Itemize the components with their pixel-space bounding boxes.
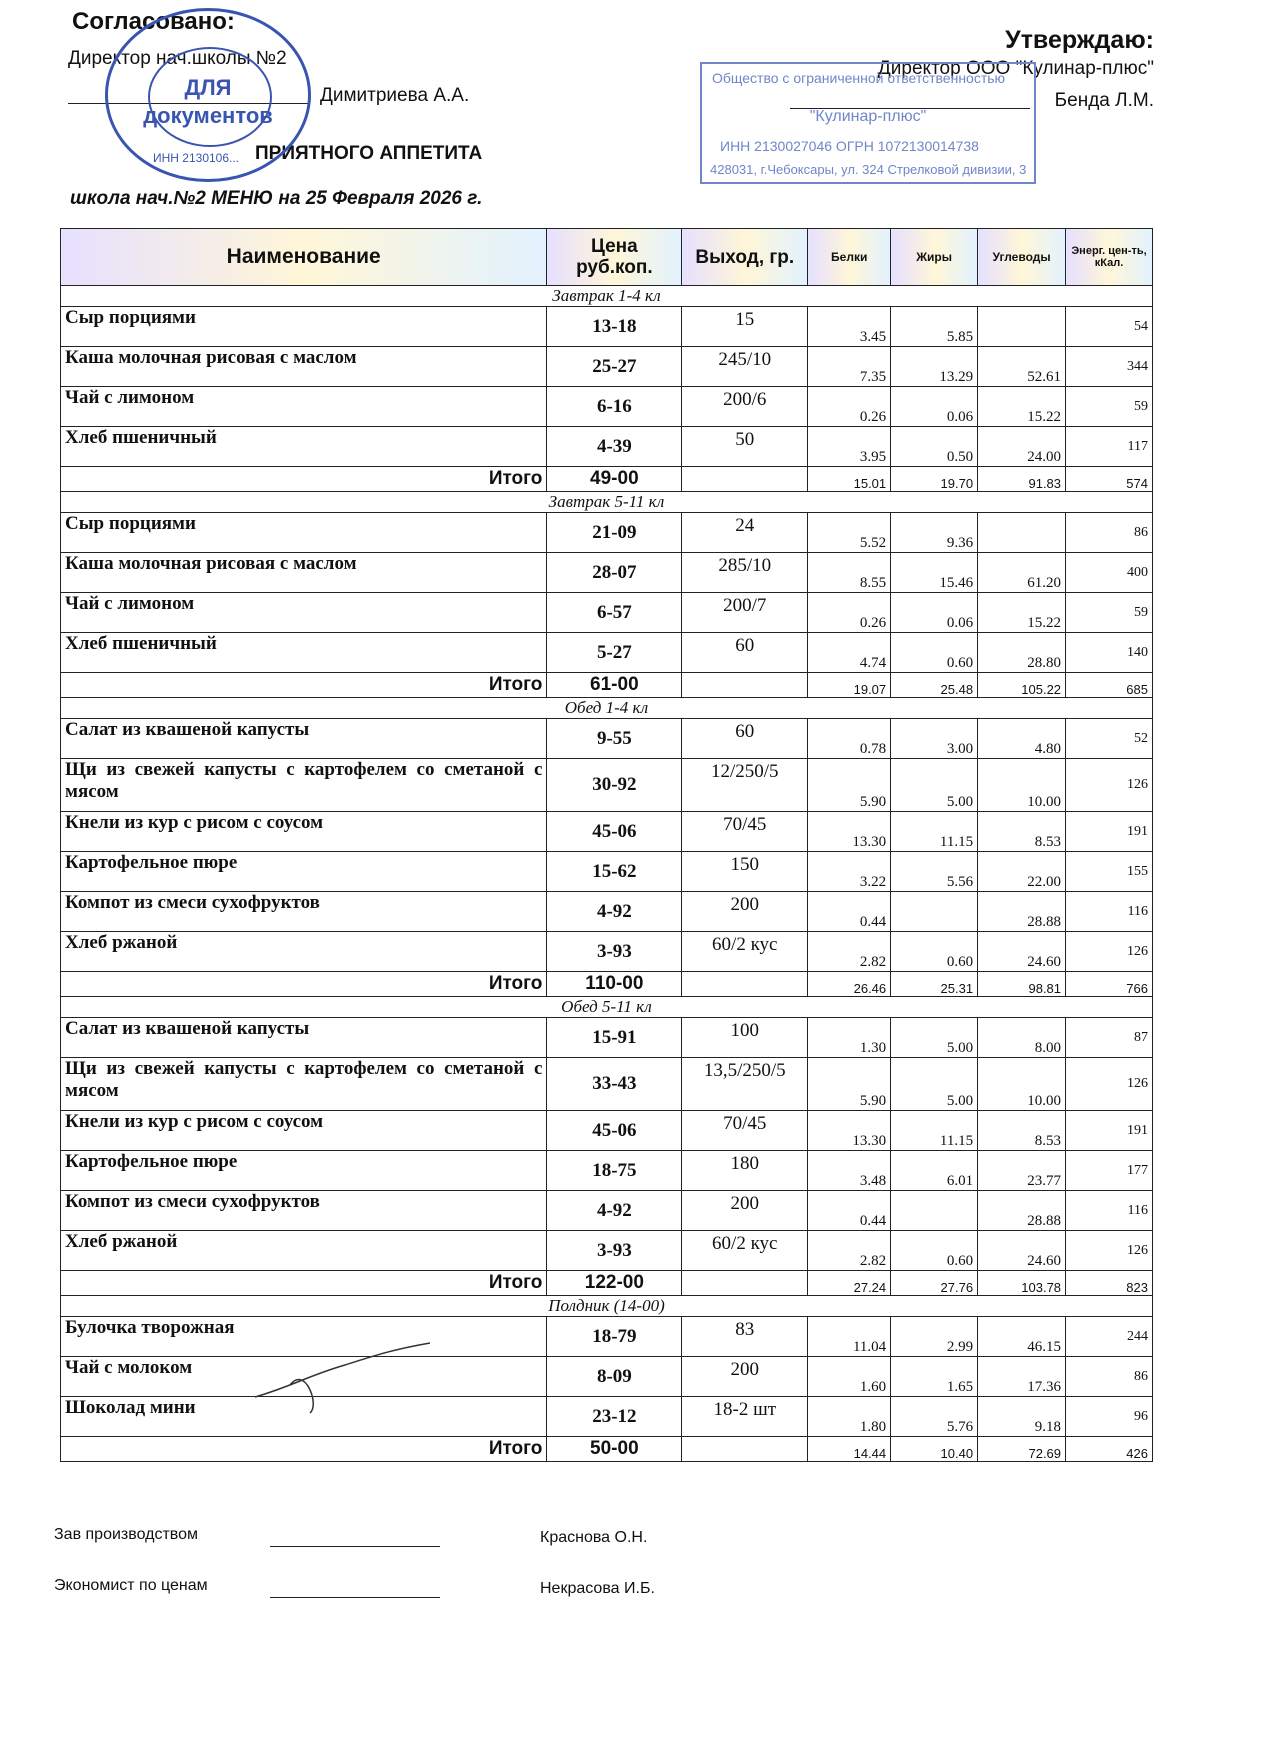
total-row — [61, 673, 1153, 698]
dish-fat: 0.06 — [891, 387, 978, 427]
dish-protein: 3.95 — [808, 427, 891, 467]
dish-name: Хлеб ржаной — [61, 1231, 547, 1271]
signature-mark — [250, 1335, 450, 1415]
total-row — [61, 1437, 1153, 1462]
dish-yield: 200 — [682, 892, 808, 932]
dish-name: Картофельное пюре — [61, 1151, 547, 1191]
stamp-text-bottom: документов — [143, 103, 273, 128]
dish-energy: 344 — [1066, 347, 1153, 387]
dish-price: 30-92 — [547, 759, 682, 812]
dish-energy: 126 — [1066, 1058, 1153, 1111]
dish-carbs: 17.36 — [978, 1357, 1066, 1397]
total-row — [61, 467, 1153, 492]
dish-yield: 60 — [682, 719, 808, 759]
total-label: Итого — [61, 1437, 547, 1462]
dish-yield: 180 — [682, 1151, 808, 1191]
dish-fat: 11.15 — [891, 812, 978, 852]
dish-name: Сыр порциями — [61, 513, 547, 553]
dish-energy: 116 — [1066, 892, 1153, 932]
dish-carbs — [978, 307, 1066, 347]
dish-fat: 5.76 — [891, 1397, 978, 1437]
total-label: Итого — [61, 1271, 547, 1296]
dish-fat: 15.46 — [891, 553, 978, 593]
total-energy: 685 — [1066, 673, 1153, 698]
table-row — [61, 307, 1153, 347]
dish-fat: 0.60 — [891, 932, 978, 972]
dish-yield: 83 — [682, 1317, 808, 1357]
approve-title: Утверждаю: — [1005, 26, 1154, 54]
total-yield-empty — [682, 1271, 808, 1296]
section-title: Полдник (14-00) — [61, 1296, 1153, 1317]
dish-name: Каша молочная рисовая с маслом — [61, 347, 547, 387]
section-header — [61, 698, 1153, 719]
dish-energy: 117 — [1066, 427, 1153, 467]
dish-yield: 60/2 кус — [682, 932, 808, 972]
dish-price: 6-16 — [547, 387, 682, 427]
total-fat: 10.40 — [891, 1437, 978, 1462]
col-yield: Выход, гр. — [682, 229, 808, 286]
dish-protein: 1.60 — [808, 1357, 891, 1397]
dish-energy: 52 — [1066, 719, 1153, 759]
name-economist: Некрасова И.Б. — [540, 1580, 655, 1597]
dish-energy: 191 — [1066, 812, 1153, 852]
dish-name: Сыр порциями — [61, 307, 547, 347]
dish-carbs: 15.22 — [978, 387, 1066, 427]
dish-energy: 59 — [1066, 387, 1153, 427]
dish-energy: 126 — [1066, 932, 1153, 972]
dish-yield: 200 — [682, 1357, 808, 1397]
dish-price: 13-18 — [547, 307, 682, 347]
dish-fat: 0.60 — [891, 1231, 978, 1271]
col-protein: Белки — [808, 229, 891, 286]
total-price: 61-00 — [547, 673, 682, 698]
table-row — [61, 427, 1153, 467]
dish-carbs: 10.00 — [978, 1058, 1066, 1111]
col-name: Наименование — [61, 229, 547, 286]
dish-protein: 3.48 — [808, 1151, 891, 1191]
section-title: Завтрак 5-11 кл — [61, 492, 1153, 513]
dish-carbs: 22.00 — [978, 852, 1066, 892]
approval-position: Директор нач.школы №2 — [68, 48, 287, 69]
table-row — [61, 1151, 1153, 1191]
dish-protein: 5.52 — [808, 513, 891, 553]
dish-fat: 5.56 — [891, 852, 978, 892]
dish-name: Кнели из кур с рисом с соусом — [61, 1111, 547, 1151]
dish-name: Щи из свежей капусты с картофелем со сметаной с мясом — [61, 1058, 547, 1111]
total-protein: 15.01 — [808, 467, 891, 492]
total-energy: 426 — [1066, 1437, 1153, 1462]
approval-title: Согласовано: — [72, 8, 235, 35]
dish-protein: 5.90 — [808, 1058, 891, 1111]
dish-price: 23-12 — [547, 1397, 682, 1437]
dish-protein: 1.30 — [808, 1018, 891, 1058]
dish-fat: 5.00 — [891, 759, 978, 812]
menu-table — [60, 228, 1153, 1462]
table-row — [61, 892, 1153, 932]
dish-name: Хлеб пшеничный — [61, 633, 547, 673]
dish-energy: 86 — [1066, 1357, 1153, 1397]
role-production: Зав производством — [54, 1526, 198, 1543]
col-fat: Жиры — [891, 229, 978, 286]
section-header — [61, 997, 1153, 1018]
dish-carbs: 28.80 — [978, 633, 1066, 673]
dish-protein: 0.44 — [808, 1191, 891, 1231]
dish-price: 4-92 — [547, 892, 682, 932]
dish-yield: 70/45 — [682, 812, 808, 852]
table-row — [61, 513, 1153, 553]
total-price: 122-00 — [547, 1271, 682, 1296]
signature-line — [270, 1546, 440, 1547]
dish-energy: 155 — [1066, 852, 1153, 892]
dish-price: 18-79 — [547, 1317, 682, 1357]
approval-name: Димитриева А.А. — [320, 85, 470, 106]
dish-name: Чай с лимоном — [61, 387, 547, 427]
dish-carbs: 24.60 — [978, 1231, 1066, 1271]
dish-carbs: 28.88 — [978, 892, 1066, 932]
dish-fat: 5.00 — [891, 1018, 978, 1058]
dish-carbs: 9.18 — [978, 1397, 1066, 1437]
table-row — [61, 633, 1153, 673]
dish-price: 4-92 — [547, 1191, 682, 1231]
dish-price: 6-57 — [547, 593, 682, 633]
dish-yield: 60 — [682, 633, 808, 673]
total-carbs: 72.69 — [978, 1437, 1066, 1462]
company-stamp: Общество с ограниченной ответственностью "Кулинар-плюс" ИНН 2130027046 ОГРН 1072130014738 428031, г.Чебоксары, ул. 324 Стрелковой дивизии, 3 — [700, 62, 1036, 184]
section-header — [61, 286, 1153, 307]
total-carbs: 98.81 — [978, 972, 1066, 997]
total-protein: 26.46 — [808, 972, 891, 997]
dish-fat: 0.06 — [891, 593, 978, 633]
slogan: ПРИЯТНОГО АППЕТИТА — [255, 143, 483, 164]
dish-energy: 96 — [1066, 1397, 1153, 1437]
dish-energy: 191 — [1066, 1111, 1153, 1151]
total-fat: 25.31 — [891, 972, 978, 997]
section-header — [61, 1296, 1153, 1317]
dish-carbs: 61.20 — [978, 553, 1066, 593]
dish-name: Картофельное пюре — [61, 852, 547, 892]
table-row — [61, 347, 1153, 387]
dish-carbs: 28.88 — [978, 1191, 1066, 1231]
dish-carbs: 4.80 — [978, 719, 1066, 759]
dish-price: 25-27 — [547, 347, 682, 387]
dish-fat: 1.65 — [891, 1357, 978, 1397]
dish-yield: 100 — [682, 1018, 808, 1058]
dish-energy: 126 — [1066, 759, 1153, 812]
total-price: 49-00 — [547, 467, 682, 492]
dish-protein: 1.80 — [808, 1397, 891, 1437]
dish-energy: 400 — [1066, 553, 1153, 593]
dish-name: Щи из свежей капусты с картофелем со сметаной с мясом — [61, 759, 547, 812]
table-row — [61, 759, 1153, 812]
dish-protein: 2.82 — [808, 1231, 891, 1271]
dish-carbs: 8.53 — [978, 812, 1066, 852]
dish-yield: 200/6 — [682, 387, 808, 427]
table-row — [61, 932, 1153, 972]
dish-yield: 70/45 — [682, 1111, 808, 1151]
round-stamp — [105, 8, 311, 182]
total-carbs: 105.22 — [978, 673, 1066, 698]
table-header-row — [61, 229, 1153, 286]
dish-yield: 60/2 кус — [682, 1231, 808, 1271]
section-header — [61, 492, 1153, 513]
dish-carbs: 8.53 — [978, 1111, 1066, 1151]
total-yield-empty — [682, 467, 808, 492]
dish-fat — [891, 892, 978, 932]
dish-price: 45-06 — [547, 1111, 682, 1151]
total-yield-empty — [682, 972, 808, 997]
dish-fat: 5.85 — [891, 307, 978, 347]
dish-yield: 200 — [682, 1191, 808, 1231]
dish-name: Компот из смеси сухофруктов — [61, 892, 547, 932]
dish-price: 3-93 — [547, 1231, 682, 1271]
table-row — [61, 1397, 1153, 1437]
total-price: 110-00 — [547, 972, 682, 997]
dish-energy: 177 — [1066, 1151, 1153, 1191]
dish-protein: 4.74 — [808, 633, 891, 673]
total-protein: 14.44 — [808, 1437, 891, 1462]
dish-energy: 54 — [1066, 307, 1153, 347]
dish-fat: 11.15 — [891, 1111, 978, 1151]
total-yield-empty — [682, 1437, 808, 1462]
dish-yield: 13,5/250/5 — [682, 1058, 808, 1111]
dish-carbs: 24.00 — [978, 427, 1066, 467]
dish-protein: 3.45 — [808, 307, 891, 347]
total-energy: 574 — [1066, 467, 1153, 492]
table-row — [61, 1058, 1153, 1111]
dish-name: Шоколад мини — [61, 1397, 547, 1437]
dish-fat: 13.29 — [891, 347, 978, 387]
total-yield-empty — [682, 673, 808, 698]
dish-energy: 244 — [1066, 1317, 1153, 1357]
dish-name: Салат из квашеной капусты — [61, 1018, 547, 1058]
dish-fat: 2.99 — [891, 1317, 978, 1357]
dish-carbs: 10.00 — [978, 759, 1066, 812]
stamp-inn: ИНН 2130106... — [153, 151, 240, 165]
dish-name: Каша молочная рисовая с маслом — [61, 553, 547, 593]
dish-energy: 86 — [1066, 513, 1153, 553]
dish-price: 8-09 — [547, 1357, 682, 1397]
dish-price: 9-55 — [547, 719, 682, 759]
dish-name: Салат из квашеной капусты — [61, 719, 547, 759]
dish-fat — [891, 1191, 978, 1231]
total-row — [61, 972, 1153, 997]
dish-protein: 13.30 — [808, 812, 891, 852]
table-row — [61, 1191, 1153, 1231]
section-title: Завтрак 1-4 кл — [61, 286, 1153, 307]
table-row — [61, 719, 1153, 759]
name-production: Краснова О.Н. — [540, 1529, 648, 1546]
dish-name: Компот из смеси сухофруктов — [61, 1191, 547, 1231]
dish-price: 18-75 — [547, 1151, 682, 1191]
table-row — [61, 1357, 1153, 1397]
table-row — [61, 387, 1153, 427]
dish-protein: 0.26 — [808, 387, 891, 427]
role-economist: Экономист по ценам — [54, 1577, 208, 1594]
table-row — [61, 593, 1153, 633]
stamp-text-top: ДЛЯ — [184, 75, 232, 100]
dish-price: 15-62 — [547, 852, 682, 892]
dish-price: 45-06 — [547, 812, 682, 852]
dish-protein: 0.78 — [808, 719, 891, 759]
dish-fat: 9.36 — [891, 513, 978, 553]
dish-protein: 8.55 — [808, 553, 891, 593]
total-fat: 19.70 — [891, 467, 978, 492]
dish-carbs: 24.60 — [978, 932, 1066, 972]
total-fat: 27.76 — [891, 1271, 978, 1296]
total-energy: 766 — [1066, 972, 1153, 997]
table-row — [61, 1231, 1153, 1271]
dish-yield: 150 — [682, 852, 808, 892]
dish-carbs: 8.00 — [978, 1018, 1066, 1058]
section-title: Обед 1-4 кл — [61, 698, 1153, 719]
dish-price: 3-93 — [547, 932, 682, 972]
dish-protein: 0.26 — [808, 593, 891, 633]
total-protein: 19.07 — [808, 673, 891, 698]
dish-fat: 0.50 — [891, 427, 978, 467]
total-carbs: 103.78 — [978, 1271, 1066, 1296]
dish-energy: 126 — [1066, 1231, 1153, 1271]
dish-fat: 3.00 — [891, 719, 978, 759]
total-label: Итого — [61, 673, 547, 698]
total-carbs: 91.83 — [978, 467, 1066, 492]
dish-price: 28-07 — [547, 553, 682, 593]
col-carbs: Углеводы — [978, 229, 1066, 286]
dish-yield: 245/10 — [682, 347, 808, 387]
total-protein: 27.24 — [808, 1271, 891, 1296]
dish-energy: 59 — [1066, 593, 1153, 633]
total-price: 50-00 — [547, 1437, 682, 1462]
col-energy: Энерг. цен-ть, кКал. — [1066, 229, 1153, 286]
approve-position: Директор ООО "Кулинар-плюс" — [877, 58, 1154, 79]
dish-protein: 0.44 — [808, 892, 891, 932]
dish-protein: 13.30 — [808, 1111, 891, 1151]
dish-protein: 7.35 — [808, 347, 891, 387]
dish-protein: 3.22 — [808, 852, 891, 892]
total-fat: 25.48 — [891, 673, 978, 698]
approve-name: Бенда Л.М. — [1054, 90, 1154, 111]
dish-fat: 0.60 — [891, 633, 978, 673]
dish-carbs: 23.77 — [978, 1151, 1066, 1191]
signature-line — [270, 1597, 440, 1598]
dish-yield: 285/10 — [682, 553, 808, 593]
dish-name: Булочка творожная — [61, 1317, 547, 1357]
dish-fat: 6.01 — [891, 1151, 978, 1191]
dish-yield: 18-2 шт — [682, 1397, 808, 1437]
total-label: Итого — [61, 467, 547, 492]
dish-carbs: 15.22 — [978, 593, 1066, 633]
table-row — [61, 553, 1153, 593]
dish-fat: 5.00 — [891, 1058, 978, 1111]
table-row — [61, 1018, 1153, 1058]
table-row — [61, 1111, 1153, 1151]
dish-name: Хлеб ржаной — [61, 932, 547, 972]
dish-yield: 15 — [682, 307, 808, 347]
dish-yield: 24 — [682, 513, 808, 553]
menu-subtitle: школа нач.№2 МЕНЮ на 25 Февраля 2026 г. — [70, 188, 483, 209]
table-row — [61, 812, 1153, 852]
dish-name: Кнели из кур с рисом с соусом — [61, 812, 547, 852]
dish-name: Чай с молоком — [61, 1357, 547, 1397]
dish-energy: 116 — [1066, 1191, 1153, 1231]
total-label: Итого — [61, 972, 547, 997]
dish-protein: 2.82 — [808, 932, 891, 972]
dish-carbs — [978, 513, 1066, 553]
dish-price: 15-91 — [547, 1018, 682, 1058]
dish-carbs: 52.61 — [978, 347, 1066, 387]
dish-carbs: 46.15 — [978, 1317, 1066, 1357]
dish-protein: 5.90 — [808, 759, 891, 812]
dish-energy: 87 — [1066, 1018, 1153, 1058]
dish-energy: 140 — [1066, 633, 1153, 673]
dish-name: Хлеб пшеничный — [61, 427, 547, 467]
dish-price: 4-39 — [547, 427, 682, 467]
section-title: Обед 5-11 кл — [61, 997, 1153, 1018]
dish-yield: 200/7 — [682, 593, 808, 633]
table-row — [61, 1317, 1153, 1357]
table-row — [61, 852, 1153, 892]
dish-protein: 11.04 — [808, 1317, 891, 1357]
dish-price: 33-43 — [547, 1058, 682, 1111]
total-row — [61, 1271, 1153, 1296]
col-price: Цена руб.коп. — [547, 229, 682, 286]
dish-yield: 50 — [682, 427, 808, 467]
dish-price: 21-09 — [547, 513, 682, 553]
total-energy: 823 — [1066, 1271, 1153, 1296]
dish-name: Чай с лимоном — [61, 593, 547, 633]
dish-price: 5-27 — [547, 633, 682, 673]
dish-yield: 12/250/5 — [682, 759, 808, 812]
